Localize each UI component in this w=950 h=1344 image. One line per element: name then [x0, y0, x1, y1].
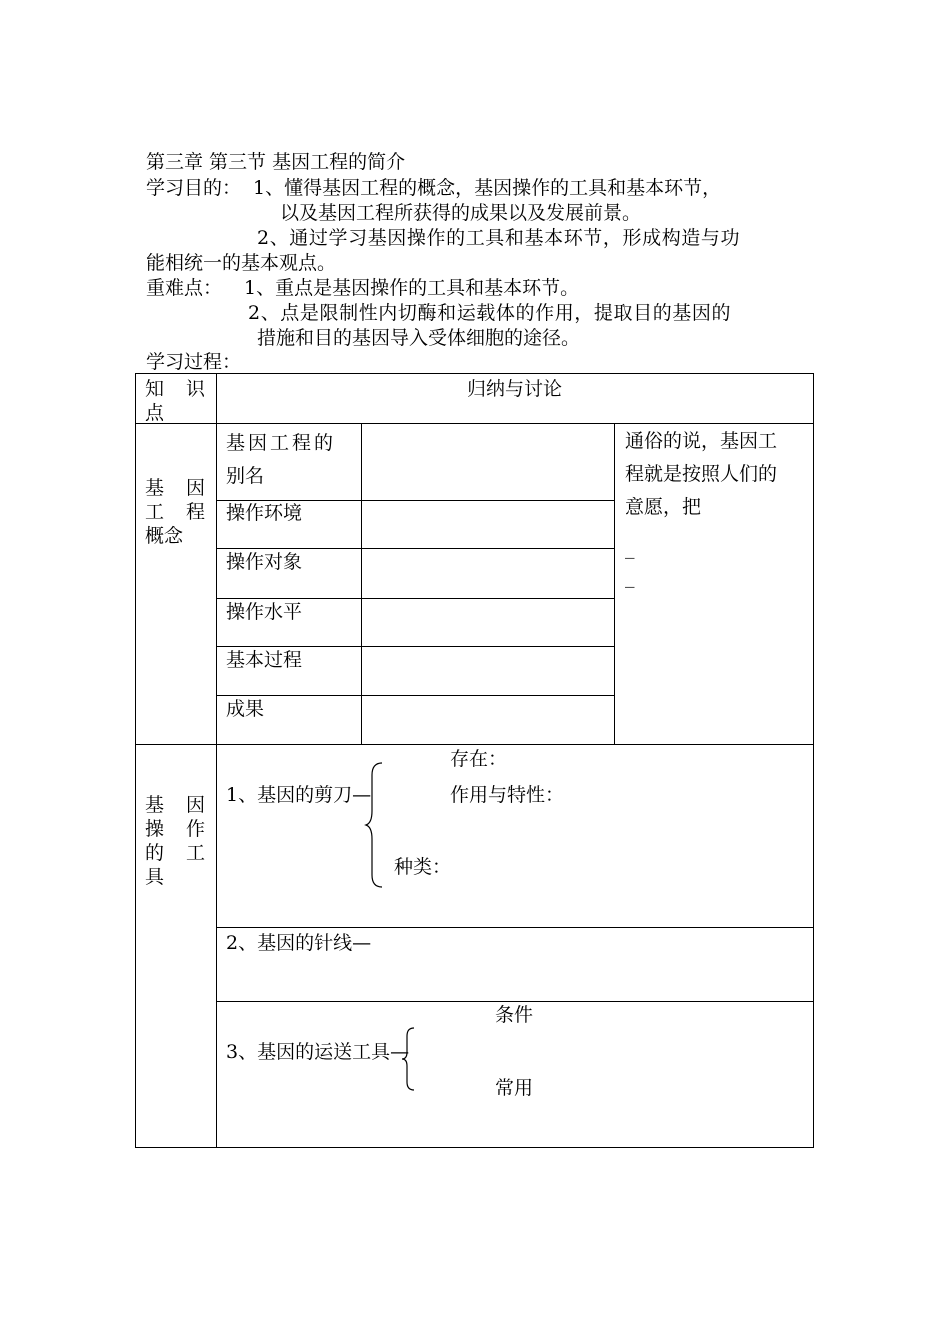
table-rule-col1: [216, 374, 217, 1147]
page-title: 第三章 第三节 基因工程的简介: [146, 151, 406, 173]
objective-1-line-2: 以及基因工程所获得的成果以及发展前景。: [280, 202, 642, 224]
concept-rule-row5: [216, 695, 614, 696]
concept-section-label: 基 因 工 程 概念: [145, 477, 205, 547]
objective-2-line-2: 能相统一的基本观点。: [146, 252, 337, 274]
vector-label: 3、基因的运送工具—: [226, 1041, 410, 1063]
header-summary-discussion: 归纳与讨论: [466, 378, 562, 400]
concept-row-level-label: 操作水平: [226, 601, 303, 623]
ligase-label: 2、基因的针线—: [226, 932, 372, 954]
concept-row-alias-label: 基因工程的 别名: [226, 432, 337, 487]
tools-section-label: 基 因 操 作 的 工 具: [145, 794, 205, 888]
concept-rule-row4: [216, 646, 614, 647]
table-rule-concept: [136, 744, 813, 745]
objective-1-line-1: 1、懂得基因工程的概念，基因操作的工具和基本环节，: [253, 177, 722, 199]
concept-rule-row3: [216, 598, 614, 599]
concept-row-results-label: 成果: [226, 698, 265, 720]
scissors-function: 作用与特性：: [450, 784, 565, 806]
process-label: 学习过程：: [146, 351, 242, 373]
objective-label: 学习目的：: [146, 177, 242, 199]
table-rule-header: [136, 423, 813, 424]
scissors-brace-icon: [364, 761, 384, 889]
key-point-1: 1、重点是基因操作的工具和基本环节。: [244, 277, 580, 299]
tools-rule-2: [216, 1001, 813, 1002]
concept-rule-row2: [216, 548, 614, 549]
key-point-2-line-2: 措施和目的基因导入受体细胞的途径。: [257, 327, 581, 349]
vector-condition: 条件: [495, 1004, 534, 1026]
scissors-types: 种类：: [394, 856, 452, 878]
study-table: [135, 373, 814, 1148]
vector-brace-icon: [400, 1026, 416, 1092]
objective-2-line-1: 2、通过学习基因操作的工具和基本环节，形成构造与功: [257, 227, 741, 249]
concept-popular-note: 通俗的说，基因工 程就是按照人们的 意愿，把 _ _: [625, 430, 778, 588]
vector-common: 常用: [495, 1077, 534, 1099]
concept-row-object-label: 操作对象: [226, 551, 303, 573]
scissors-label: 1、基因的剪刀—: [226, 784, 372, 806]
key-point-2-line-1: 2、点是限制性内切酶和运载体的作用，提取目的基因的: [248, 302, 732, 324]
scissors-exist: 存在：: [450, 748, 508, 770]
tools-rule-1: [216, 927, 813, 928]
concept-row-process-label: 基本过程: [226, 649, 303, 671]
concept-row-environment-label: 操作环境: [226, 502, 303, 524]
header-knowledge-point: 知 识 点: [145, 378, 205, 424]
concept-rule-note-col: [614, 423, 615, 744]
key-points-label: 重难点：: [146, 277, 223, 299]
